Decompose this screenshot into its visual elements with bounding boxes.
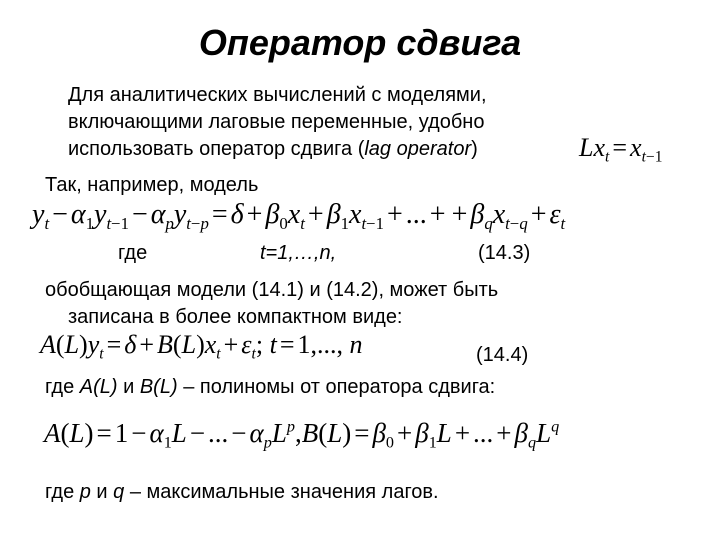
- lag-polynomials-formula: $A(L) = 1 - \alpha_1L$ − ... − $\alpha_pL^p,B(L) = \beta_0 + \beta_1L$ + ... + $\beta_qL^q$: [44, 417, 560, 452]
- text-line-3: использовать оператор сдвига (lag operator): [68, 138, 478, 160]
- lag-operator-formula: $Lx_t = x_{t-1}$: [579, 133, 663, 166]
- where-label-1: где: [118, 242, 148, 264]
- text-line-2: включающими лаговые переменные, удобно: [68, 111, 485, 133]
- equation-number-14-3: (14.3): [478, 242, 531, 264]
- index-range: t=1,…,n,: [260, 242, 337, 264]
- text-line-6: обобщающая модели (14.1) и (14.2), может быть: [45, 279, 499, 301]
- model-equation-14-3: $y_t - \alpha_1y_{t-1} - \alpha_py_{t-p} = \delta + \beta_0x_t + \beta_1x_{t-1}$ + ... + + $\beta_qx_{t-q} + \varepsilon_t$: [32, 199, 566, 233]
- text-line-10: где p и q – максимальные значения лагов.: [45, 481, 439, 503]
- text-line-9: где A(L) и B(L) – полиномы от оператора сдвига:: [45, 376, 496, 398]
- text-line-1: Для аналитических вычислений с моделями,: [68, 84, 487, 106]
- compact-equation-14-4: $A(L)y_t = \delta + B(L)x_t + \varepsilon_t$; t = 1,..., n: [40, 330, 363, 363]
- equation-number-14-4: (14.4): [476, 344, 529, 366]
- slide-title: Оператор сдвига: [198, 22, 522, 63]
- text-line-7: записана в более компактном виде:: [68, 306, 403, 328]
- text-line-4: Так, например, модель: [45, 174, 259, 196]
